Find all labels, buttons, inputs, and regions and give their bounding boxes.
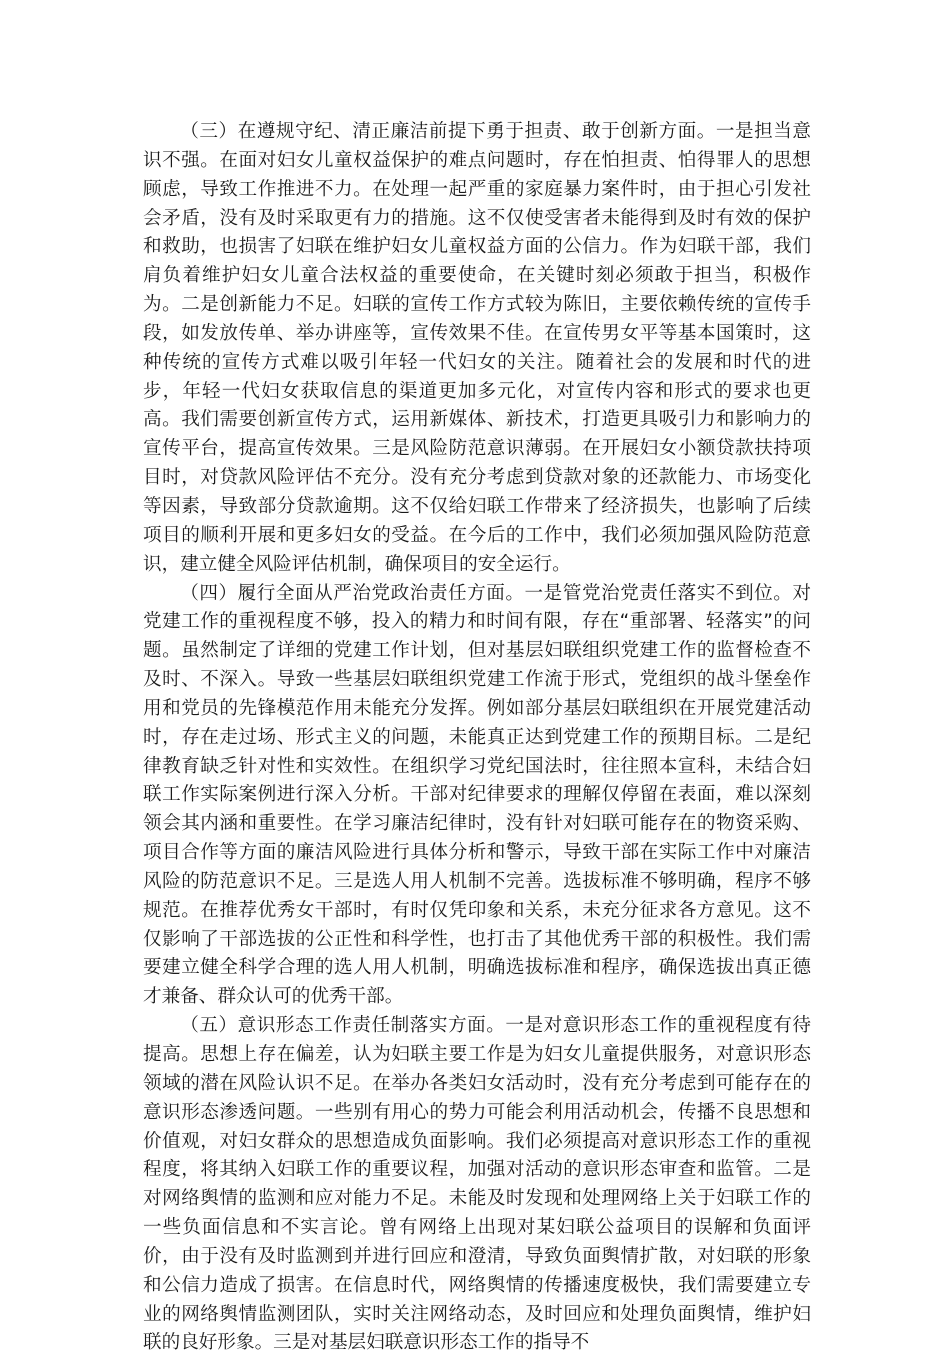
paragraph-section-five: （五）意识形态工作责任制落实方面。一是对意识形态工作的重视程度有待提高。思想上存在偏差，认为妇联主要工作是为妇女儿童提供服务，对意识形态领域的潜在风险认识不足。在举办各类妇女活动时，没有充分考虑到可能存在的意识形态渗透问题。一些别有用心的势力可能会利用活动机会，传播不良思想和价值观，对妇女群众的思想造成负面影响。我们必须提高对意识形态工作的重视程度，将其纳入妇联工作的重要议程，加强对活动的意识形态审查和监管。二是对网络舆情的监测和应对能力不足。未能及时发现和处理网络上关于妇联工作的一些负面信息和不实言论。曾有网络上出现对某妇联公益项目的误解和负面评价，由于没有及时监测到并进行回应和澄清，导致负面舆情扩散，对妇联的形象和公信力造成了损害。在信息时代，网络舆情的传播速度极快，我们需要建立专业的网络舆情监测团队，实时关注网络动态，及时回应和处理负面舆情，维护妇联的良好形象。三是对基层妇联意识形态工作的指导不 [143, 1015, 811, 1354]
paragraph-section-four: （四）履行全面从严治党政治责任方面。一是管党治党责任落实不到位。对党建工作的重视程度不够，投入的精力和时间有限，存在“重部署、轻落实”的问题。虽然制定了详细的党建工作计划，但对基层妇联组织党建工作的监督检查不及时、不深入。导致一些基层妇联组织党建工作流于形式，党组织的战斗堡垒作用和党员的先锋模范作用未能充分发挥。例如部分基层妇联组织在开展党建活动时，存在走过场、形式主义的问题，未能真正达到党建工作的预期目标。二是纪律教育缺乏针对性和实效性。在组织学习党纪国法时，往往照本宣科，未结合妇联工作实际案例进行深入分析。干部对纪律要求的理解仅停留在表面，难以深刻领会其内涵和重要性。在学习廉洁纪律时，没有针对妇联可能存在的物资采购、项目合作等方面的廉洁风险进行具体分析和警示，导致干部在实际工作中对廉洁风险的防范意识不足。三是选人用人机制不完善。选拔标准不够明确，程序不够规范。在推荐优秀女干部时，有时仅凭印象和关系，未充分征求各方意见。这不仅影响了干部选拔的公正性和科学性，也打击了其他优秀干部的积极性。我们需要建立健全科学合理的选人用人机制，明确选拔标准和程序，确保选拔出真正德才兼备、群众认可的优秀干部。 [143, 582, 811, 1008]
document-page [143, 118, 811, 1358]
paragraph-section-three: （三）在遵规守纪、清正廉洁前提下勇于担责、敢于创新方面。一是担当意识不强。在面对妇女儿童权益保护的难点问题时，存在怕担责、怕得罪人的思想顾虑，导致工作推进不力。在处理一起严重的家庭暴力案件时，由于担心引发社会矛盾，没有及时采取更有力的措施。这不仅使受害者未能得到及时有效的保护和救助，也损害了妇联在维护妇女儿童权益方面的公信力。作为妇联干部，我们肩负着维护妇女儿童合法权益的重要使命，在关键时刻必须敢于担当，积极作为。二是创新能力不足。妇联的宣传工作方式较为陈旧，主要依赖传统的宣传手段，如发放传单、举办讲座等，宣传效果不佳。在宣传男女平等基本国策时，这种传统的宣传方式难以吸引年轻一代妇女的关注。随着社会的发展和时代的进步，年轻一代妇女获取信息的渠道更加多元化，对宣传内容和形式的要求也更高。我们需要创新宣传方式，运用新媒体、新技术，打造更具吸引力和影响力的宣传平台，提高宣传效果。三是风险防范意识薄弱。在开展妇女小额贷款扶持项目时，对贷款风险评估不充分。没有充分考虑到贷款对象的还款能力、市场变化等因素，导致部分贷款逾期。这不仅给妇联工作带来了经济损失，也影响了后续项目的顺利开展和更多妇女的受益。在今后的工作中，我们必须加强风险防范意识，建立健全风险评估机制，确保项目的安全运行。 [143, 121, 811, 575]
